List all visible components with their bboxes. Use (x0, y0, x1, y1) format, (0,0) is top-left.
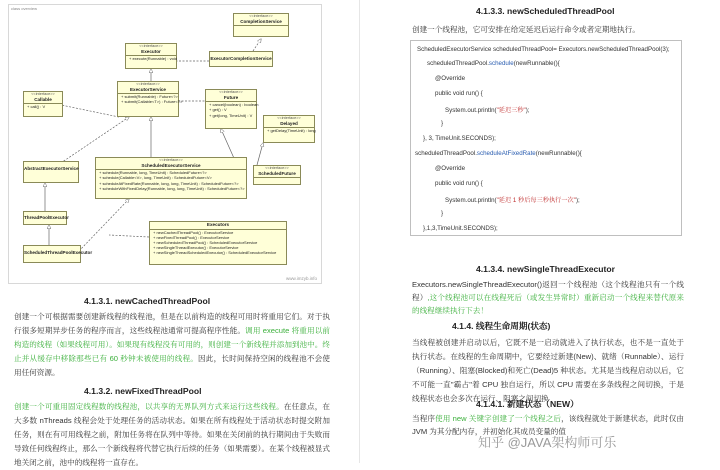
link-executors-stpe (109, 235, 149, 237)
paragraph-cached-thread-pool (14, 310, 330, 380)
text-plain: Executors.newSingleThreadExecutor()返回一个线程池（这个线程池只有一个线程） (412, 280, 684, 302)
code-line: ScheduledExecutorService scheduledThreadPool= Executors.newScheduledThreadPool(3); (417, 46, 670, 53)
code-text: scheduledThreadPool. (415, 150, 477, 157)
text-highlight: ,这个线程池可以在线程死后（或发生异常时）重新启动一个线程来替代原来的线程继续执行下去！ (412, 293, 685, 315)
text-plain: 因此，长时间保持空闲的线程池不会使用任何资源。 (14, 354, 330, 377)
node-stereo: <<interface>> (277, 116, 301, 120)
text-plain: 当程序 (412, 414, 436, 423)
node-stereo: <<interface>> (136, 82, 160, 86)
heading-single-thread-executor: 4.1.3.4. newSingleThreadExecutor (476, 264, 615, 274)
node-method: + newSingleThreadScheduledExecutor() : ScheduledExecutorService (153, 250, 277, 256)
code-line: },1,3,TimeUnit.SECONDS); (423, 225, 498, 232)
heading-fixed-thread-pool: 4.1.3.2. newFixedThreadPool (84, 386, 202, 396)
node-name: Future (206, 95, 256, 103)
node-method: + get() : V (209, 107, 227, 113)
node-name: ExecutorService (118, 87, 178, 95)
left-page (0, 0, 360, 467)
code-text: (newRunnable(){ (535, 150, 582, 157)
node-method: + newCachedThreadPool() : ExecutorService (153, 229, 234, 235)
node-method: + cancel(boolean) : boolean (209, 102, 259, 108)
code-text: System.out.println( (445, 197, 497, 204)
node-name: ScheduledFuture (254, 171, 300, 179)
link-es-callable (61, 105, 119, 117)
node-callable (23, 91, 63, 117)
code-method: scheduleAtFixedRate (476, 150, 536, 157)
zhihu-watermark: 知乎 @JAVA架构师可乐 (478, 435, 617, 450)
code-line (427, 60, 560, 67)
node-name: ScheduledThreadPoolExecutor (24, 250, 93, 255)
code-string: "延迟三秒" (496, 107, 526, 114)
right-page (360, 0, 720, 463)
paragraph-scheduled-intro: 创建一个线程池，它可安排在给定延迟后运行命令或者定期地执行。 (412, 25, 640, 34)
node-name: Callable (24, 97, 62, 105)
node-method: + schedule(Runnable, long, TimeUnit) : ScheduledFuture<?> (99, 170, 207, 176)
text-plain: 在任意点，在大多数 nThreads 线程会处于处理任务的活动状态。如果在所有线程处于活动状态时提交附加任务，则在有可用线程之前，附加任务将在队列中等待。如果在关闭前的执行期间由于失败而导致任何线程终止，那么一个新线程将代替它执行后续的任务（如果需要）。在某个线程被显式地关闭之前，池中的线程将一直存在。 (14, 402, 331, 467)
code-line: public void run() { (435, 90, 483, 97)
code-text: scheduledThreadPool. (427, 60, 489, 67)
paragraph-single-thread-executor (412, 278, 684, 317)
node-name: ScheduledExecutorService (96, 163, 246, 171)
code-line: @Override (435, 165, 466, 172)
class-diagram (8, 4, 322, 284)
node-method: + scheduleWithFixedDelay(Runnable, long, long, TimeUnit) : ScheduledFuture<?> (99, 185, 245, 191)
node-completion-service (233, 13, 289, 37)
heading-thread-lifecycle: 4.1.4. 线程生命周期(状态) (452, 321, 551, 331)
code-line: @Override (435, 75, 466, 82)
code-string: "延迟 1 秒后每三秒执行一次" (496, 197, 576, 204)
code-line: public void run() { (435, 180, 483, 187)
node-stereo: <<interface>> (159, 158, 183, 162)
node-name: Delayed (264, 121, 314, 129)
node-name: AbstractExecutorService (24, 166, 79, 171)
node-method: + newSingleThreadExecutor() : ExecutorService (153, 245, 239, 251)
heading-new-state: 4.1.4.1. 新建状态（NEW） (476, 399, 579, 409)
code-text: (newRunnable(){ (513, 60, 560, 67)
node-executor (125, 43, 177, 69)
text-highlight: 创建一个可重用固定线程数的线程池，以共享的无界队列方式来运行这些线程。 (14, 402, 284, 411)
node-future (205, 89, 257, 129)
node-scheduled-executor-service (95, 157, 247, 199)
node-abstract-executor-service (23, 161, 79, 183)
node-method: + execute(Runnable) : void (129, 56, 177, 62)
node-method: + get(long, TimeUnit) : V (209, 112, 253, 118)
link-sf-delayed (257, 143, 263, 165)
text-plain: ，该线程就处于新建状态，此时仅由 JVM 为其分配内存，并初始化其成员变量的值 (412, 414, 685, 436)
text-highlight: 使用 new 关键字创建了一个线程之后 (435, 414, 562, 423)
node-method: + submit(Callable<T>) : Future<T> (121, 99, 183, 105)
node-name: Executors (150, 222, 286, 230)
node-delayed (263, 115, 315, 143)
node-method: + schedule(Callable<V>, long, TimeUnit) : ScheduledFuture<V> (99, 175, 212, 181)
code-line: } (441, 210, 444, 217)
node-method: + newScheduledThreadPool() : ScheduledExecutorService (153, 240, 258, 245)
node-stereo: <<interface>> (31, 92, 55, 96)
paragraph-fixed-thread-pool (14, 400, 330, 470)
node-stereo: <<interface>> (265, 166, 289, 170)
code-text: System.out.println( (445, 107, 497, 114)
node-scheduled-future (253, 165, 301, 185)
node-method: + submit(Runnable) : Future<?> (121, 94, 178, 100)
node-method: + newFixedThreadPool() : ExecutorService (153, 234, 230, 240)
code-method: schedule (488, 60, 514, 67)
heading-scheduled-thread-pool: 4.1.3.3. newScheduledThreadPool (476, 6, 615, 16)
code-line (415, 150, 582, 157)
node-scheduled-thread-pool-executor (23, 245, 93, 263)
node-stereo: <<interface>> (249, 14, 273, 18)
text-highlight: 调用 execute 将重用以前构造的线程（如果线程可用）。如果现有线程没有可用的，则创建一个新线程并添加到池中。终止并从缓存中移除那些已有 60 秒钟未被使用的线程。 (14, 326, 330, 363)
node-stereo: <<interface>> (219, 90, 243, 94)
code-line: } (441, 120, 444, 127)
node-method: + scheduleAtFixedRate(Runnable, long, long, TimeUnit) : ScheduledFuture<?> (99, 180, 239, 186)
heading-cached-thread-pool: 4.1.3.1. newCachedThreadPool (84, 296, 211, 306)
node-stereo: <<interface>> (139, 44, 163, 48)
text-plain: 创建一个可根据需要创建新线程的线程池，但是在以前构造的线程可用时将重用它们。对于执行很多短期异步任务的程序而言，这些线程池通常可提高程序性能。 (14, 312, 330, 335)
node-name: CompletionService (234, 19, 288, 27)
link-ecs-completionservice (253, 39, 261, 51)
code-block (410, 40, 682, 236)
node-executor-service (117, 81, 183, 117)
code-line (445, 105, 530, 114)
diagram-watermark: www.imzyb.info (285, 276, 317, 281)
link-stpe-ses (79, 199, 129, 251)
node-name: ExecutorCompletionService (210, 56, 272, 61)
node-executor-completion-service (209, 51, 273, 67)
code-text: ); (525, 107, 530, 114)
node-method: + getDelay(TimeUnit) : long (267, 128, 316, 134)
node-name: ThreadPoolExecutor (24, 215, 69, 220)
node-name: Executor (126, 49, 176, 57)
code-text: ); (575, 197, 580, 204)
diagram-tag: class overview (11, 6, 38, 11)
node-method: + call() : V (27, 104, 46, 110)
node-thread-pool-executor (23, 211, 67, 225)
node-executors (149, 221, 287, 265)
paragraph-thread-lifecycle: 当线程被创建并启动以后，它既不是一启动就进入了执行状态，也不是一直处于执行状态。在线程的生命周期中，它要经过新建(New)、就绪（Runnable）、运行（Running）、阻塞(Blocked)和死亡(Dead)5 种状态。尤其是当线程启动以后，它不可能一直"霸占"着 CPU 独自运行，所以 CPU 需要在多条线程之间切换，于是线程状态也会多次在运行、阻塞之间切换 (412, 338, 684, 403)
code-line: }, 3, TimeUnit.SECONDS); (423, 135, 496, 142)
code-line (445, 195, 580, 204)
